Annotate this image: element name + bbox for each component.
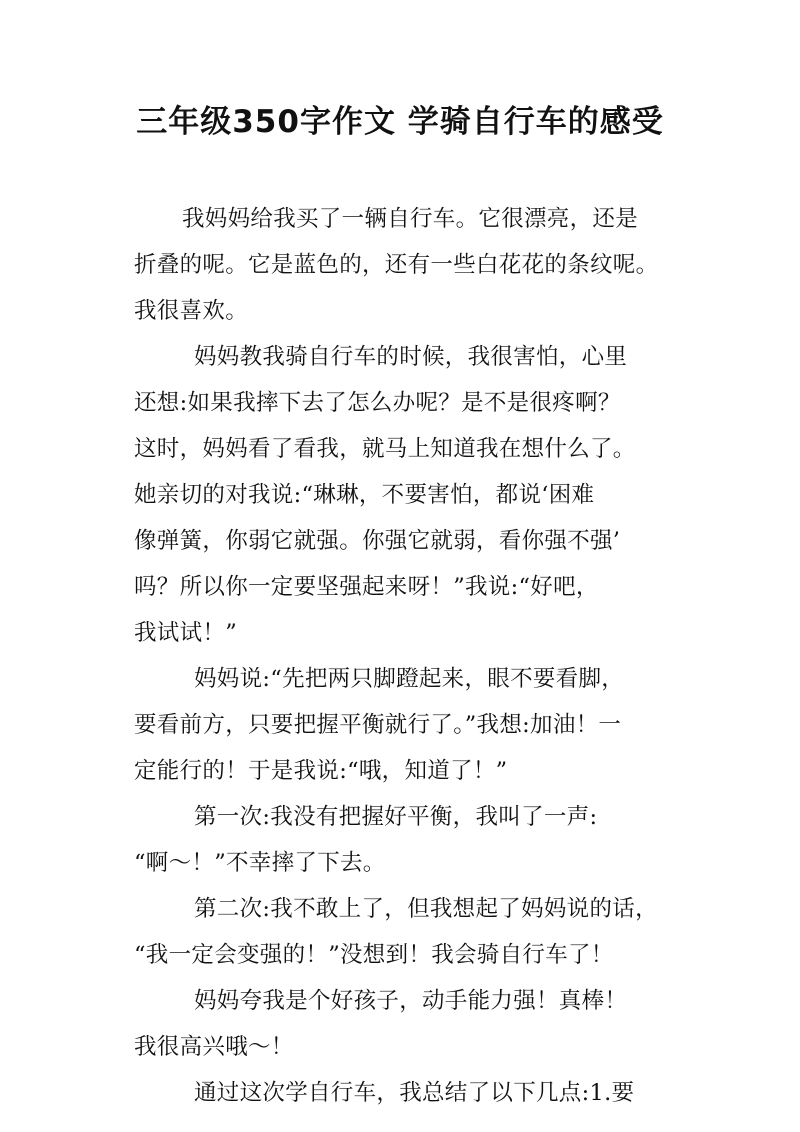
paragraph-line: 折叠的呢。它是蓝色的，还有一些白花花的条纹呢。 (134, 252, 659, 278)
paragraph-line: 这时，妈妈看了看我，就马上知道我在想什么了。 (134, 436, 636, 462)
paragraph-line: 要看前方，只要把握平衡就行了。”我想:加油！一 (134, 712, 622, 738)
essay-body (134, 196, 674, 1116)
paragraph-line: “我一定会变强的！”没想到！我会骑自行车了！ (134, 942, 614, 968)
paragraph-line: 我很喜欢。 (134, 298, 249, 324)
paragraph-line: 妈妈说:“先把两只脚蹬起来，眼不要看脚， (194, 666, 625, 692)
essay-title: 三年级350字作文 学骑自行车的感受 (136, 104, 664, 140)
paragraph-line: 我试试！” (134, 620, 238, 646)
paragraph-line: 定能行的！于是我说:“哦，知道了！” (134, 758, 508, 784)
paragraph-line: 还想:如果我摔下去了怎么办呢？是不是很疼啊？ (134, 390, 621, 416)
paragraph-line: 通过这次学自行车，我总结了以下几点:1.要 (194, 1080, 635, 1106)
paragraph-line: 第二次:我不敢上了，但我想起了妈妈说的话， (194, 896, 658, 922)
paragraph-line: 妈妈教我骑自行车的时候，我很害怕，心里 (194, 344, 628, 370)
paragraph-line: 妈妈夸我是个好孩子，动手能力强！真棒！ (194, 988, 628, 1014)
paragraph-line: 像弹簧，你弱它就强。你强它就弱，看你强不强’ (134, 528, 621, 554)
paragraph-line: 吗？所以你一定要坚强起来呀！”我说:“好吧， (134, 574, 599, 600)
paragraph-line: 第一次:我没有把握好平衡，我叫了一声: (194, 804, 598, 830)
paragraph-line: 她亲切的对我说:“琳琳，不要害怕，都说‘困难 (134, 482, 595, 508)
paragraph-line: 我很高兴哦～！ (134, 1034, 294, 1060)
paragraph-line: 我妈妈给我买了一辆自行车。它很漂亮，还是 (182, 206, 639, 232)
paragraph-line: “啊～！”不幸摔了下去。 (134, 850, 386, 876)
